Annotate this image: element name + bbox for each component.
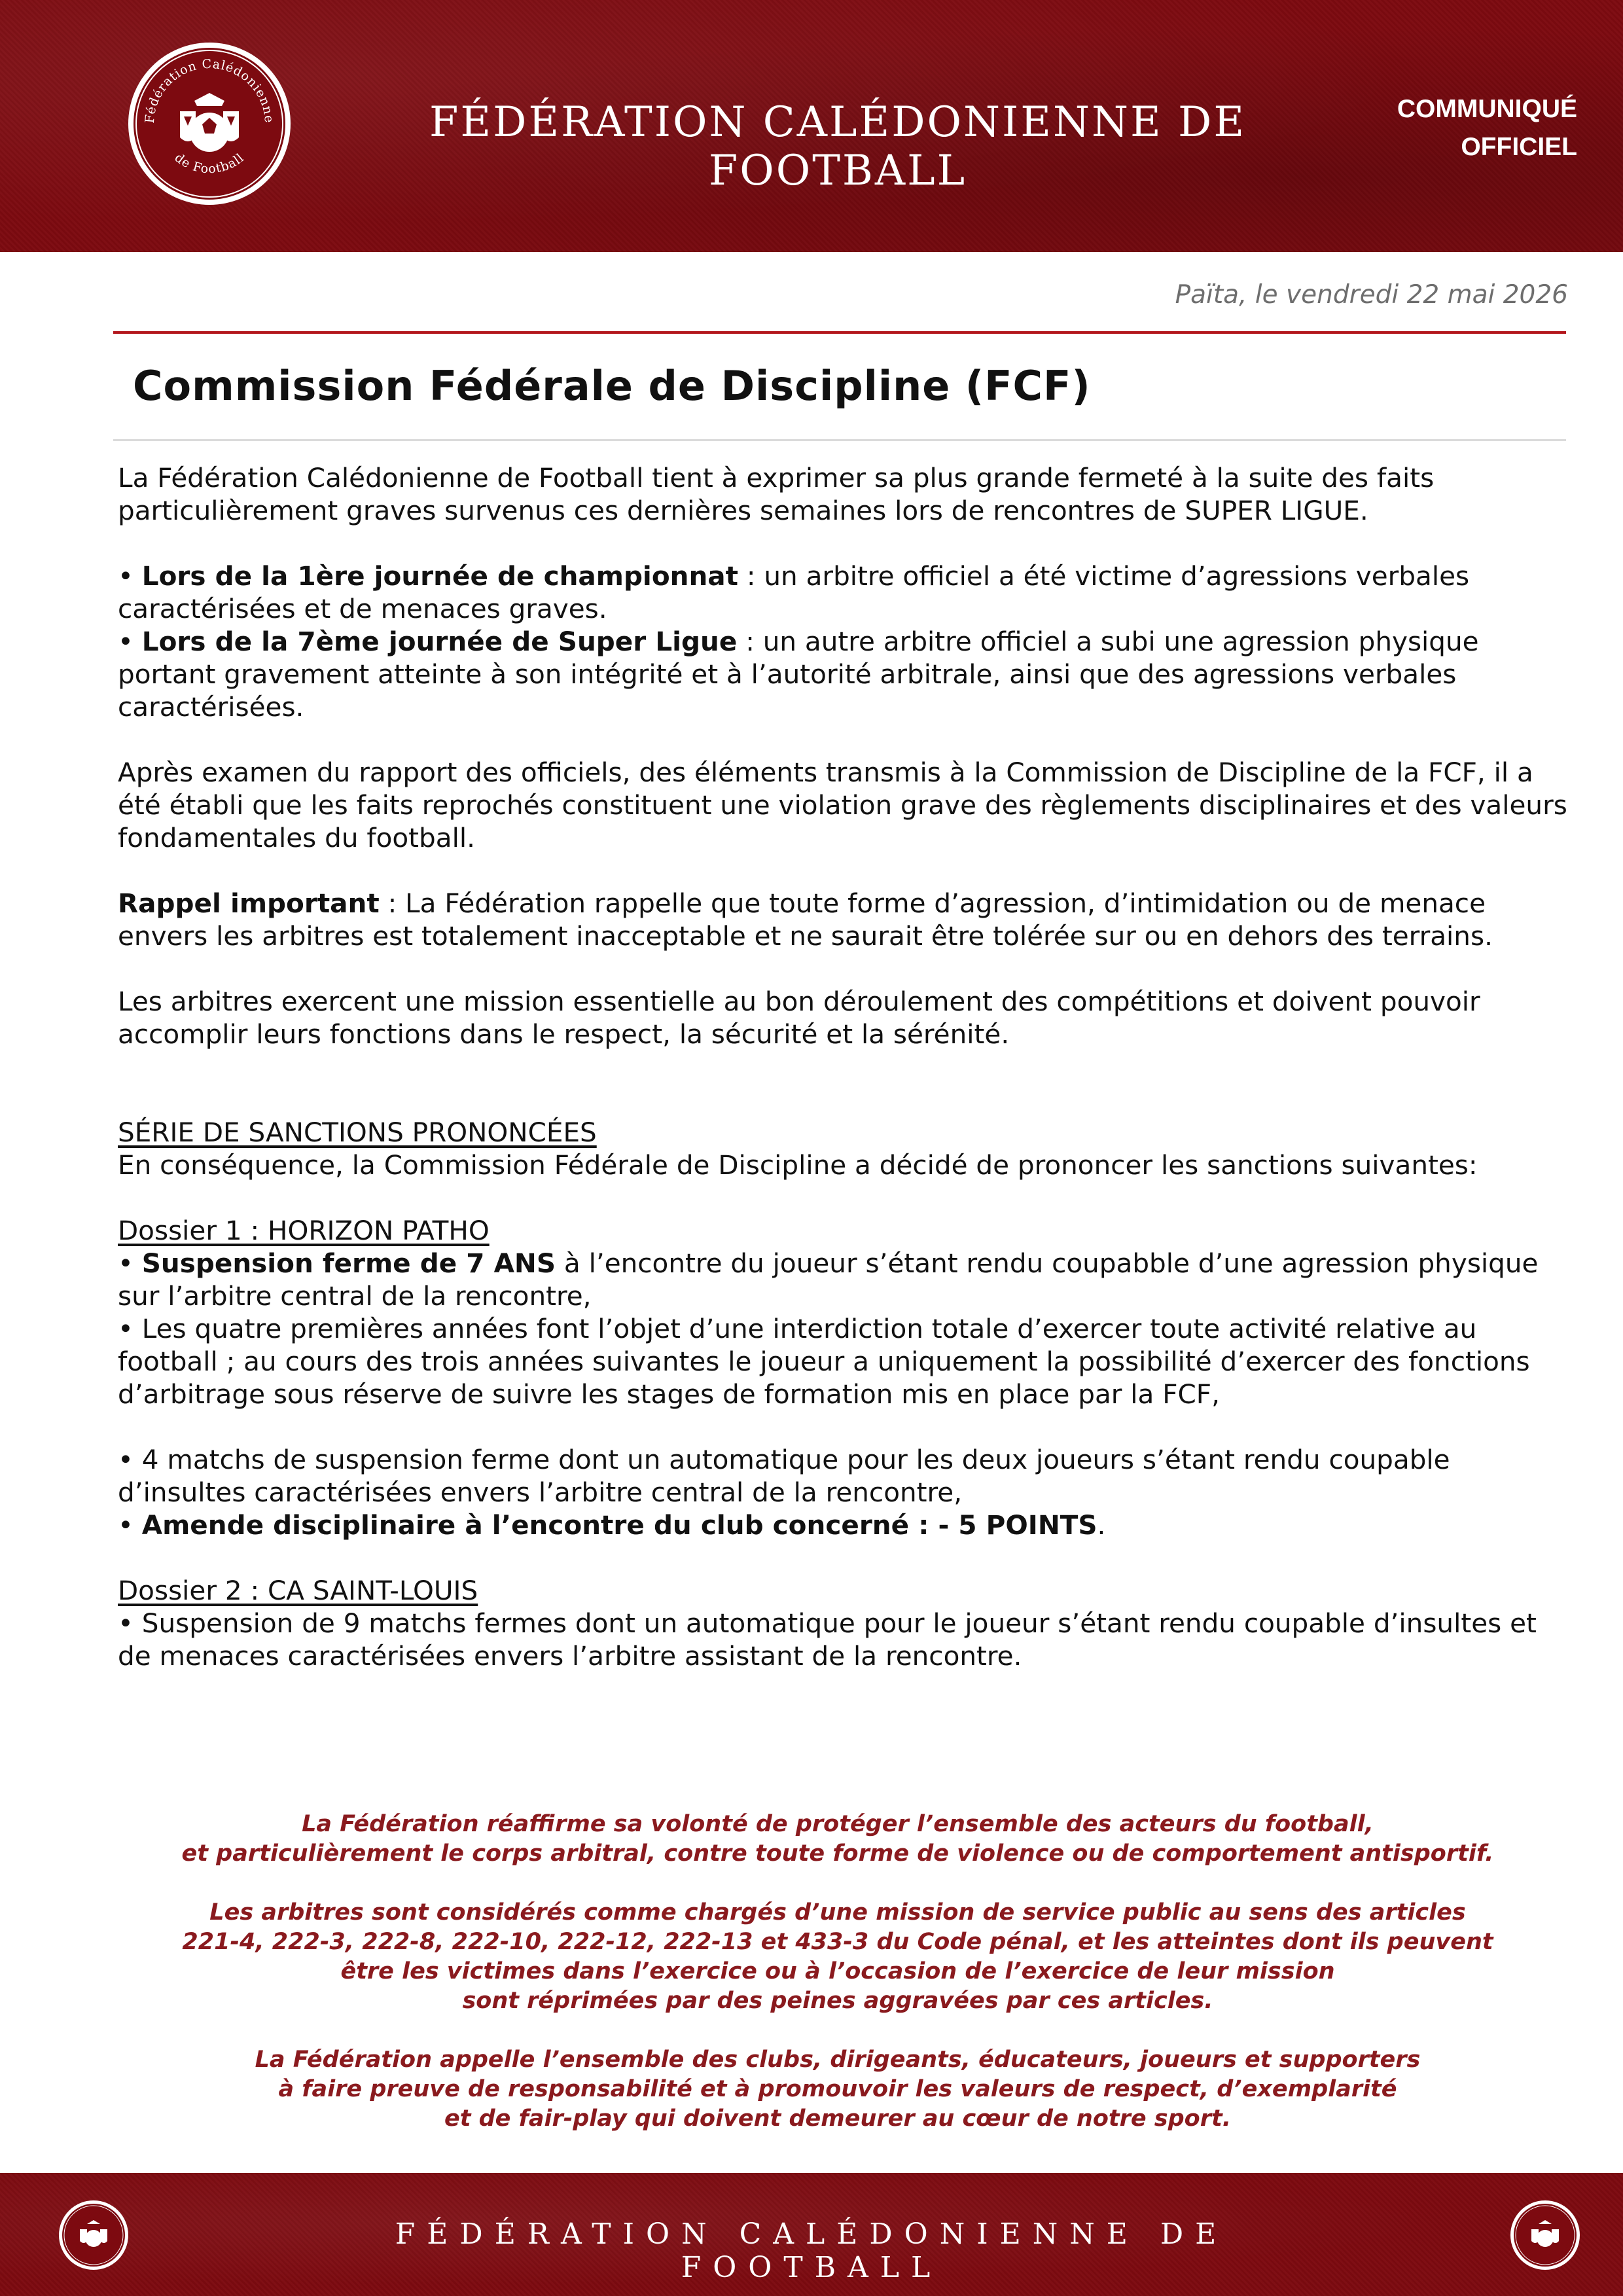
incident-2: • Lors de la 7ème journée de Super Ligue : un autre arbitre officiel a subi une agression physique portant gravement atteinte à son intégrité et à l’autorité arbitrale, ainsi que des agressions verbales caractérisées. <box>118 626 1479 723</box>
incident-1-label: Lors de la 1ère journée de championnat <box>141 560 738 592</box>
mission-paragraph: Les arbitres exercent une mission essentielle au bon déroulement des compétitions et doivent pouvoir accomplir leurs fonctions dans le respect, la sécurité et la sérénité. <box>118 986 1480 1050</box>
incident-1: • Lors de la 1ère journée de championnat : un arbitre officiel a été victime d’agressions verbales caractérisées et de menaces graves. <box>118 560 1470 624</box>
federation-title: FÉDÉRATION CALÉDONIENNE DE FOOTBALL <box>429 98 1247 195</box>
document-body <box>118 461 1571 1672</box>
footer-logo-left <box>58 2199 130 2271</box>
svg-text:Fédération Calédonienne: Fédération Calédonienne <box>142 56 277 124</box>
closing-line: Les arbitres sont considérés comme chargés d’une mission de service public au sens des articles <box>209 1899 1466 1926</box>
dossier-1-item-1: • Suspension ferme de 7 ANS à l’encontre du joueur s’étant rendu coupabble d’une agression physique sur l’arbitre central de la rencontre, <box>118 1247 1539 1312</box>
sanctions-heading: SÉRIE DE SANCTIONS PRONONCÉES <box>118 1117 597 1148</box>
closing-line: et particulièrement le corps arbitral, contre toute forme de violence ou de comportement antisportif. <box>181 1840 1494 1867</box>
reminder-label: Rappel important <box>118 888 380 919</box>
closing-statement <box>92 1810 1584 2134</box>
federation-logo <box>126 41 293 207</box>
dossier-1-item-2: • Les quatre premières années font l’objet d’une interdiction totale d’exercer toute activité relative au football ; au cours des trois années suivantes le joueur a uniquement la possibilité d’exercer des fonctions d’arbitrage sous réserve de suivre les stages de formation mis en place par la FCF, <box>118 1313 1530 1410</box>
svg-text:de Football: de Football <box>171 150 247 177</box>
examination-paragraph: Après examen du rapport des officiels, des éléments transmis à la Commission de Discipline de la FCF, il a été établi que les faits reprochés constituent une violation grave des règlements disciplinaires et des valeurs fondamentales du football. <box>118 757 1567 853</box>
closing-line: et de fair-play qui doivent demeurer au cœur de notre sport. <box>444 2106 1232 2132</box>
closing-line: être les victimes dans l’exercice ou à l’occasion de l’exercice de leur mission <box>340 1958 1335 1984</box>
intro-paragraph: La Fédération Calédonienne de Football tient à exprimer sa plus grande fermeté à la suite des faits particulièrement graves survenus ces dernières semaines lors de rencontres de SUPER LIGUE. <box>118 462 1435 526</box>
dossier-2-item-1: • Suspension de 9 matchs fermes dont un automatique pour le joueur s’étant rendu coupable d’insultes et de menaces caractérisées envers l’arbitre assistant de la rencontre. <box>118 1607 1537 1672</box>
sanctions-intro: En conséquence, la Commission Fédérale de Discipline a décidé de prononcer les sanctions suivantes: <box>118 1149 1478 1181</box>
document-title: Commission Fédérale de Discipline (FCF) <box>133 362 1091 410</box>
reminder-paragraph: Rappel important : La Fédération rappelle que toute forme d’agression, d’intimidation ou de menace envers les arbitres est totalement inacceptable et ne saurait être tolérée sur ou en dehors des terrains. <box>118 888 1493 952</box>
officiel-line: OFFICIEL <box>1461 133 1577 161</box>
title-divider-red <box>113 331 1566 334</box>
closing-line: 221-4, 222-3, 222-8, 222-10, 222-12, 222-13 et 433-3 du Code pénal, et les atteintes dont ils peuvent <box>182 1929 1493 1955</box>
dossier-1-item-4: • Amende disciplinaire à l’encontre du club concerné : - 5 POINTS. <box>118 1509 1106 1541</box>
dossier-1-heading: Dossier 1 : HORIZON PATHO <box>118 1215 490 1246</box>
communique-label <box>1397 90 1577 166</box>
dossier-1-item-3: • 4 matchs de suspension ferme dont un automatique pour les deux joueurs s’étant rendu coupable d’insultes caractérisées envers l’arbitre central de la rencontre, <box>118 1444 1450 1508</box>
dossier-2-heading: Dossier 2 : CA SAINT-LOUIS <box>118 1575 478 1606</box>
communique-line: COMMUNIQUÉ <box>1397 95 1577 123</box>
closing-line: sont réprimées par des peines aggravées par ces articles. <box>462 1988 1213 2014</box>
footer-logo-right <box>1509 2199 1581 2271</box>
incident-2-label: Lors de la 7ème journée de Super Ligue <box>141 626 738 657</box>
document-date: Païta, le vendredi 22 mai 2026 <box>1175 280 1568 310</box>
closing-line: à faire preuve de responsabilité et à promouvoir les valeurs de respect, d’exemplarité <box>278 2076 1397 2102</box>
closing-line: La Fédération réaffirme sa volonté de protéger l’ensemble des acteurs du football, <box>302 1811 1374 1837</box>
footer-title: FÉDÉRATION CALÉDONIENNE DE FOOTBALL <box>395 2217 1228 2284</box>
closing-line: La Fédération appelle l’ensemble des clubs, dirigeants, éducateurs, joueurs et supporters <box>255 2047 1421 2073</box>
title-divider-gray <box>113 439 1566 441</box>
